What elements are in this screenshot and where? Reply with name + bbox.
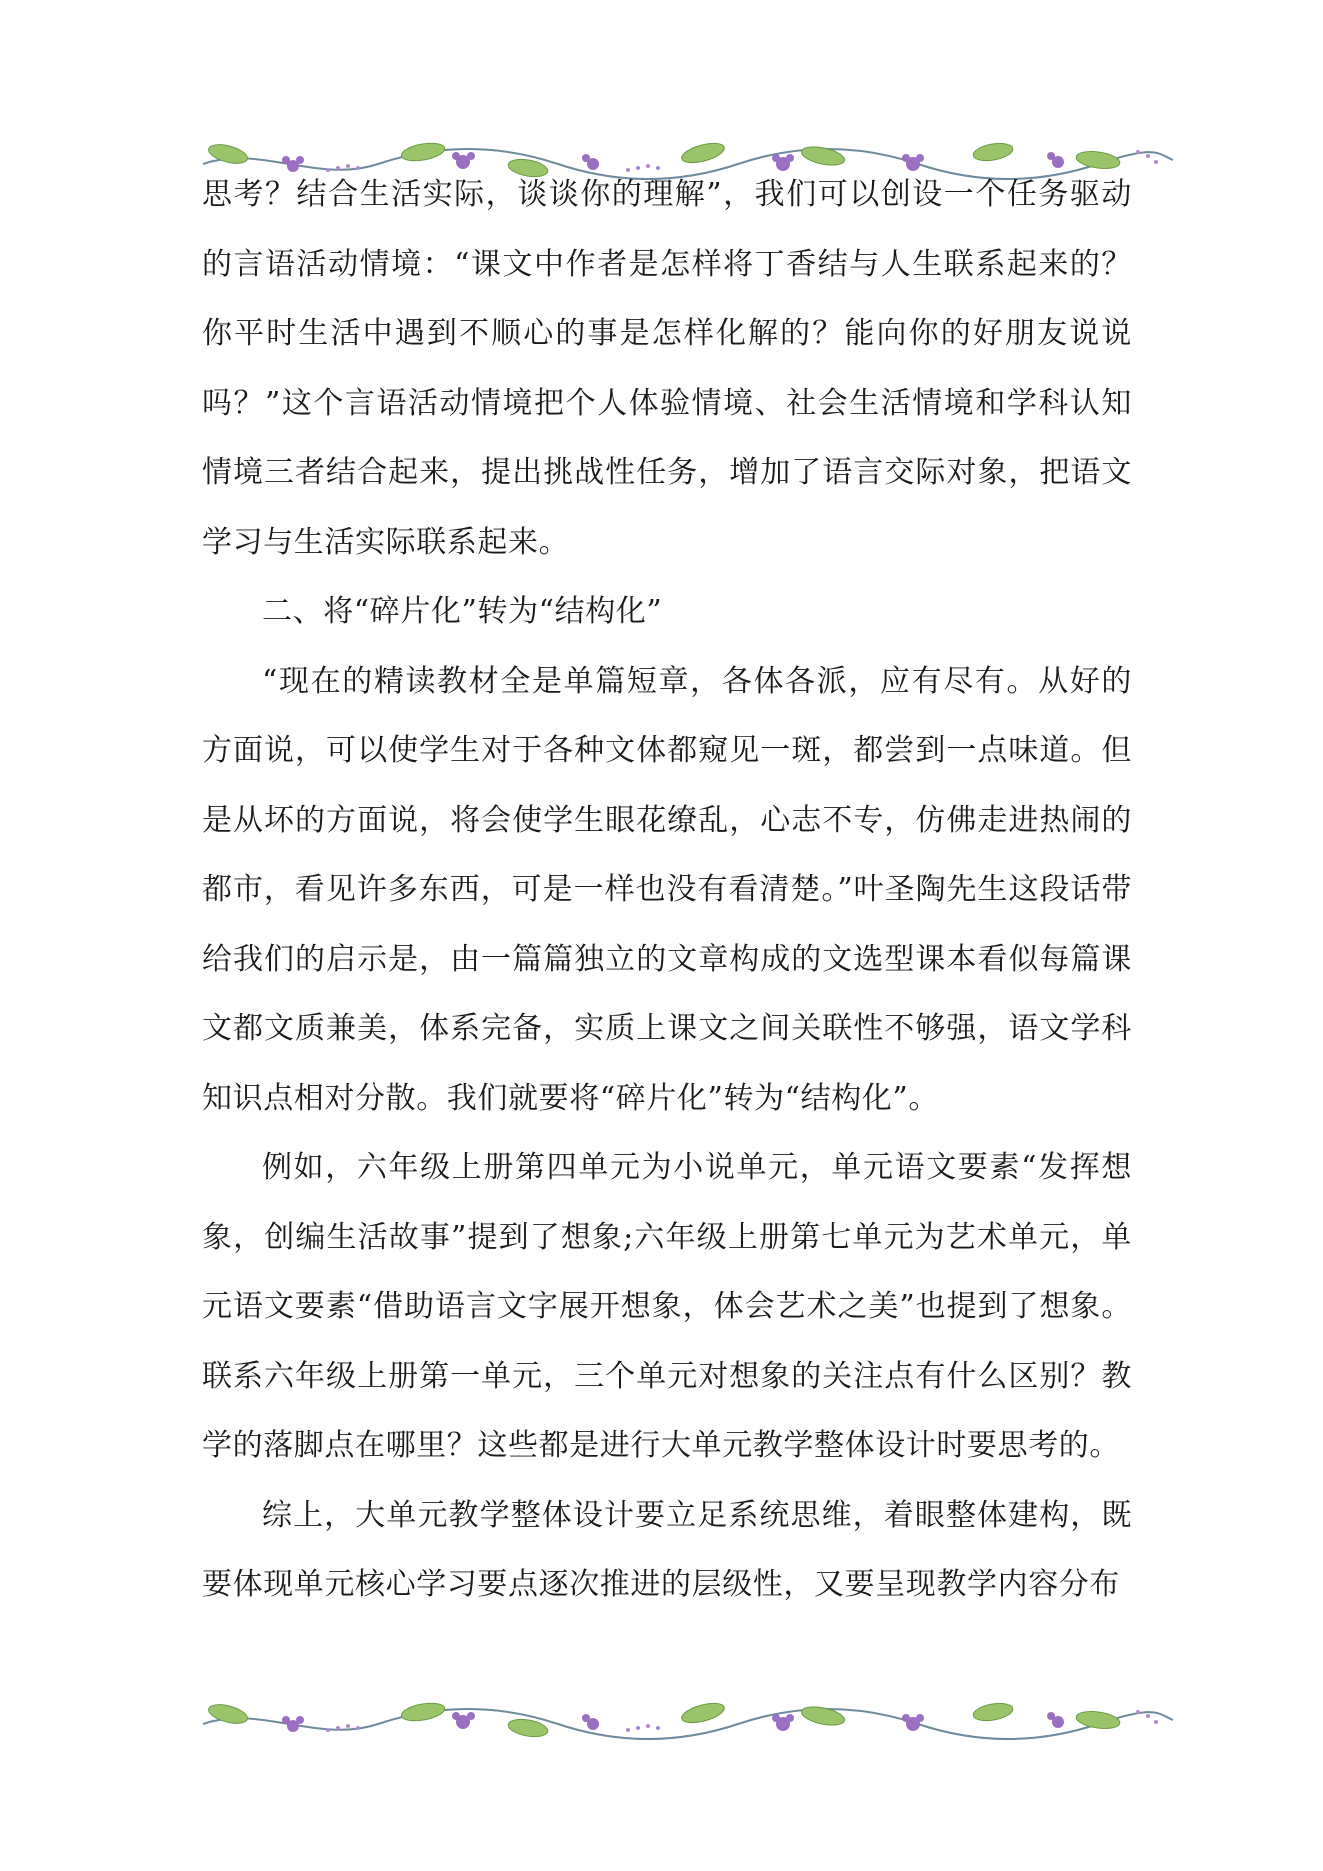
paragraph: 例如，六年级上册第四单元为小说单元，单元语文要素“发挥想象，创编生活故事”提到了想象;六年级上册第七单元为艺术单元，单元语文要素“借助语言文字展开想象，体会艺术之美”也提到了想象。联系六年级上册第一单元，三个单元对想象的关注点有什么区别？教学的落脚点在哪里？这些都是进行大单元教学整体设计时要思考的。	[202, 1150, 1132, 1463]
article-body	[202, 160, 1132, 1620]
section-heading: 二、将“碎片化”转为“结构化”	[262, 594, 663, 629]
paragraph: 思考？结合生活实际，谈谈你的理解”，我们可以创设一个任务驱动的言语活动情境：“课文中作者是怎样将丁香结与人生联系起来的？你平时生活中遇到不顺心的事是怎样化解的？能向你的好朋友说说吗？”这个言语活动情境把个人体验情境、社会生活情境和学科认知情境三者结合起来，提出挑战性任务，增加了语言交际对象，把语文学习与生活实际联系起来。	[202, 177, 1132, 560]
paragraph: 综上，大单元教学整体设计要立足系统思维，着眼整体建构，既要体现单元核心学习要点逐次推进的层级性，又要呈现教学内容分布	[202, 1497, 1132, 1602]
paragraph: “现在的精读教材全是单篇短章，各体各派，应有尽有。从好的方面说，可以使学生对于各种文体都窥见一斑，都尝到一点味道。但是从坏的方面说，将会使学生眼花缭乱，心志不专，仿佛走进热闹的都市，看见许多东西，可是一样也没有看清楚。”叶圣陶先生这段话带给我们的启示是，由一篇篇独立的文章构成的文选型课本看似每篇课文都文质兼美，体系完备，实质上课文之间关联性不够强，语文学科知识点相对分散。我们就要将“碎片化”转为“结构化”。	[202, 663, 1132, 1116]
floral-vine-bottom-icon	[198, 1698, 1178, 1750]
